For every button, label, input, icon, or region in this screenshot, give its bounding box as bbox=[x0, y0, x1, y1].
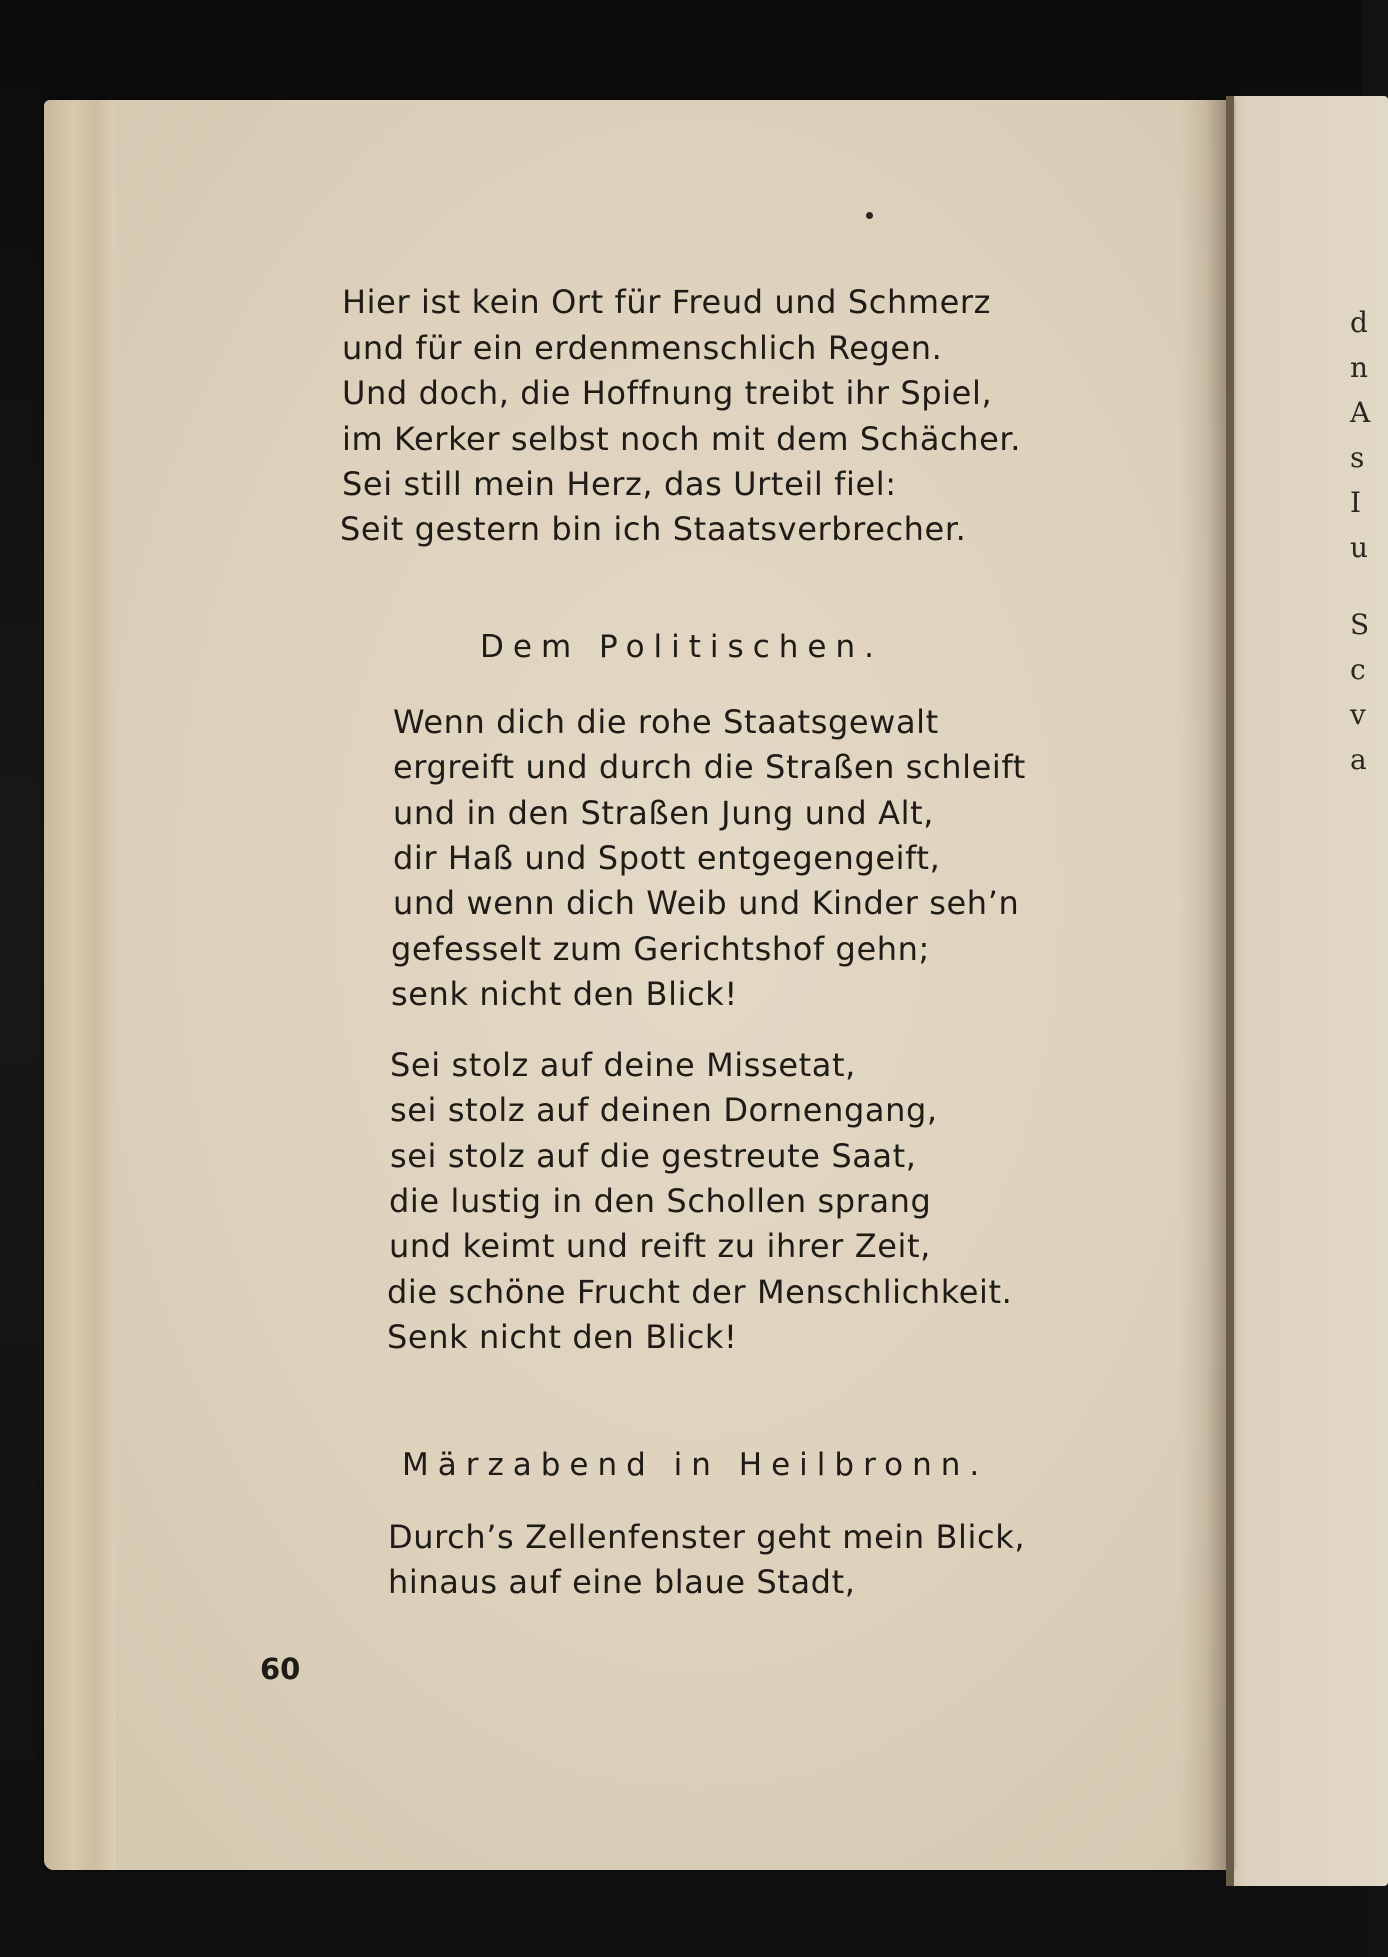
poem-line: Und doch, die Hoffnung treibt ihr Spiel, bbox=[342, 374, 993, 412]
poem-title: Märzabend in Heilbronn. bbox=[402, 1447, 989, 1483]
poem-line: die lustig in den Schollen sprang bbox=[389, 1182, 932, 1220]
page-mark-dot bbox=[866, 212, 873, 219]
facing-letter: a bbox=[1350, 743, 1367, 776]
facing-letter: s bbox=[1350, 441, 1365, 474]
poem-line: Senk nicht den Blick! bbox=[387, 1318, 738, 1356]
facing-letter: d bbox=[1350, 306, 1368, 339]
facing-letter: S bbox=[1350, 608, 1370, 641]
facing-letter: A bbox=[1350, 396, 1371, 429]
poem-line: im Kerker selbst noch mit dem Schächer. bbox=[342, 420, 1022, 458]
poem-line: Wenn dich die rohe Staatsgewalt bbox=[393, 703, 939, 741]
poem-line: ergreift und durch die Straßen schleift bbox=[393, 748, 1026, 786]
poem-line: hinaus auf eine blaue Stadt, bbox=[388, 1563, 856, 1601]
facing-letter: u bbox=[1350, 531, 1369, 564]
poem-line: Durch’s Zellenfenster geht mein Blick, bbox=[388, 1518, 1026, 1556]
poem-line: und wenn dich Weib und Kinder seh’n bbox=[393, 884, 1020, 922]
poem-line: senk nicht den Blick! bbox=[391, 975, 738, 1013]
poem-line: die schöne Frucht der Menschlichkeit. bbox=[387, 1273, 1013, 1311]
page-number: 60 bbox=[260, 1652, 301, 1686]
book-spine bbox=[1226, 96, 1234, 1886]
facing-letter: c bbox=[1350, 653, 1366, 686]
page-edge bbox=[44, 100, 116, 1870]
poem-title: Dem Politischen. bbox=[480, 629, 883, 665]
poem-line: sei stolz auf deinen Dornengang, bbox=[390, 1091, 938, 1129]
poem-line: Sei stolz auf deine Missetat, bbox=[390, 1046, 856, 1084]
facing-letter: v bbox=[1350, 698, 1366, 731]
poem-line: gefesselt zum Gerichtshof gehn; bbox=[391, 930, 930, 968]
facing-letter: n bbox=[1350, 351, 1369, 384]
poem-line: Sei still mein Herz, das Urteil fiel: bbox=[342, 465, 897, 503]
facing-page-text-fragments bbox=[1350, 300, 1370, 782]
page-gutter bbox=[1180, 100, 1232, 1870]
poem-line: und für ein erdenmenschlich Regen. bbox=[342, 329, 943, 367]
poem-line: dir Haß und Spott entgegengeift, bbox=[393, 839, 941, 877]
poem-line: sei stolz auf die gestreute Saat, bbox=[390, 1137, 917, 1175]
poem-line: und keimt und reift zu ihrer Zeit, bbox=[389, 1227, 931, 1265]
facing-letter: I bbox=[1350, 486, 1362, 519]
poem-line: Seit gestern bin ich Staatsverbrecher. bbox=[340, 510, 967, 548]
poem-line: und in den Straßen Jung und Alt, bbox=[393, 794, 934, 832]
poem-line: Hier ist kein Ort für Freud und Schmerz bbox=[342, 283, 992, 321]
